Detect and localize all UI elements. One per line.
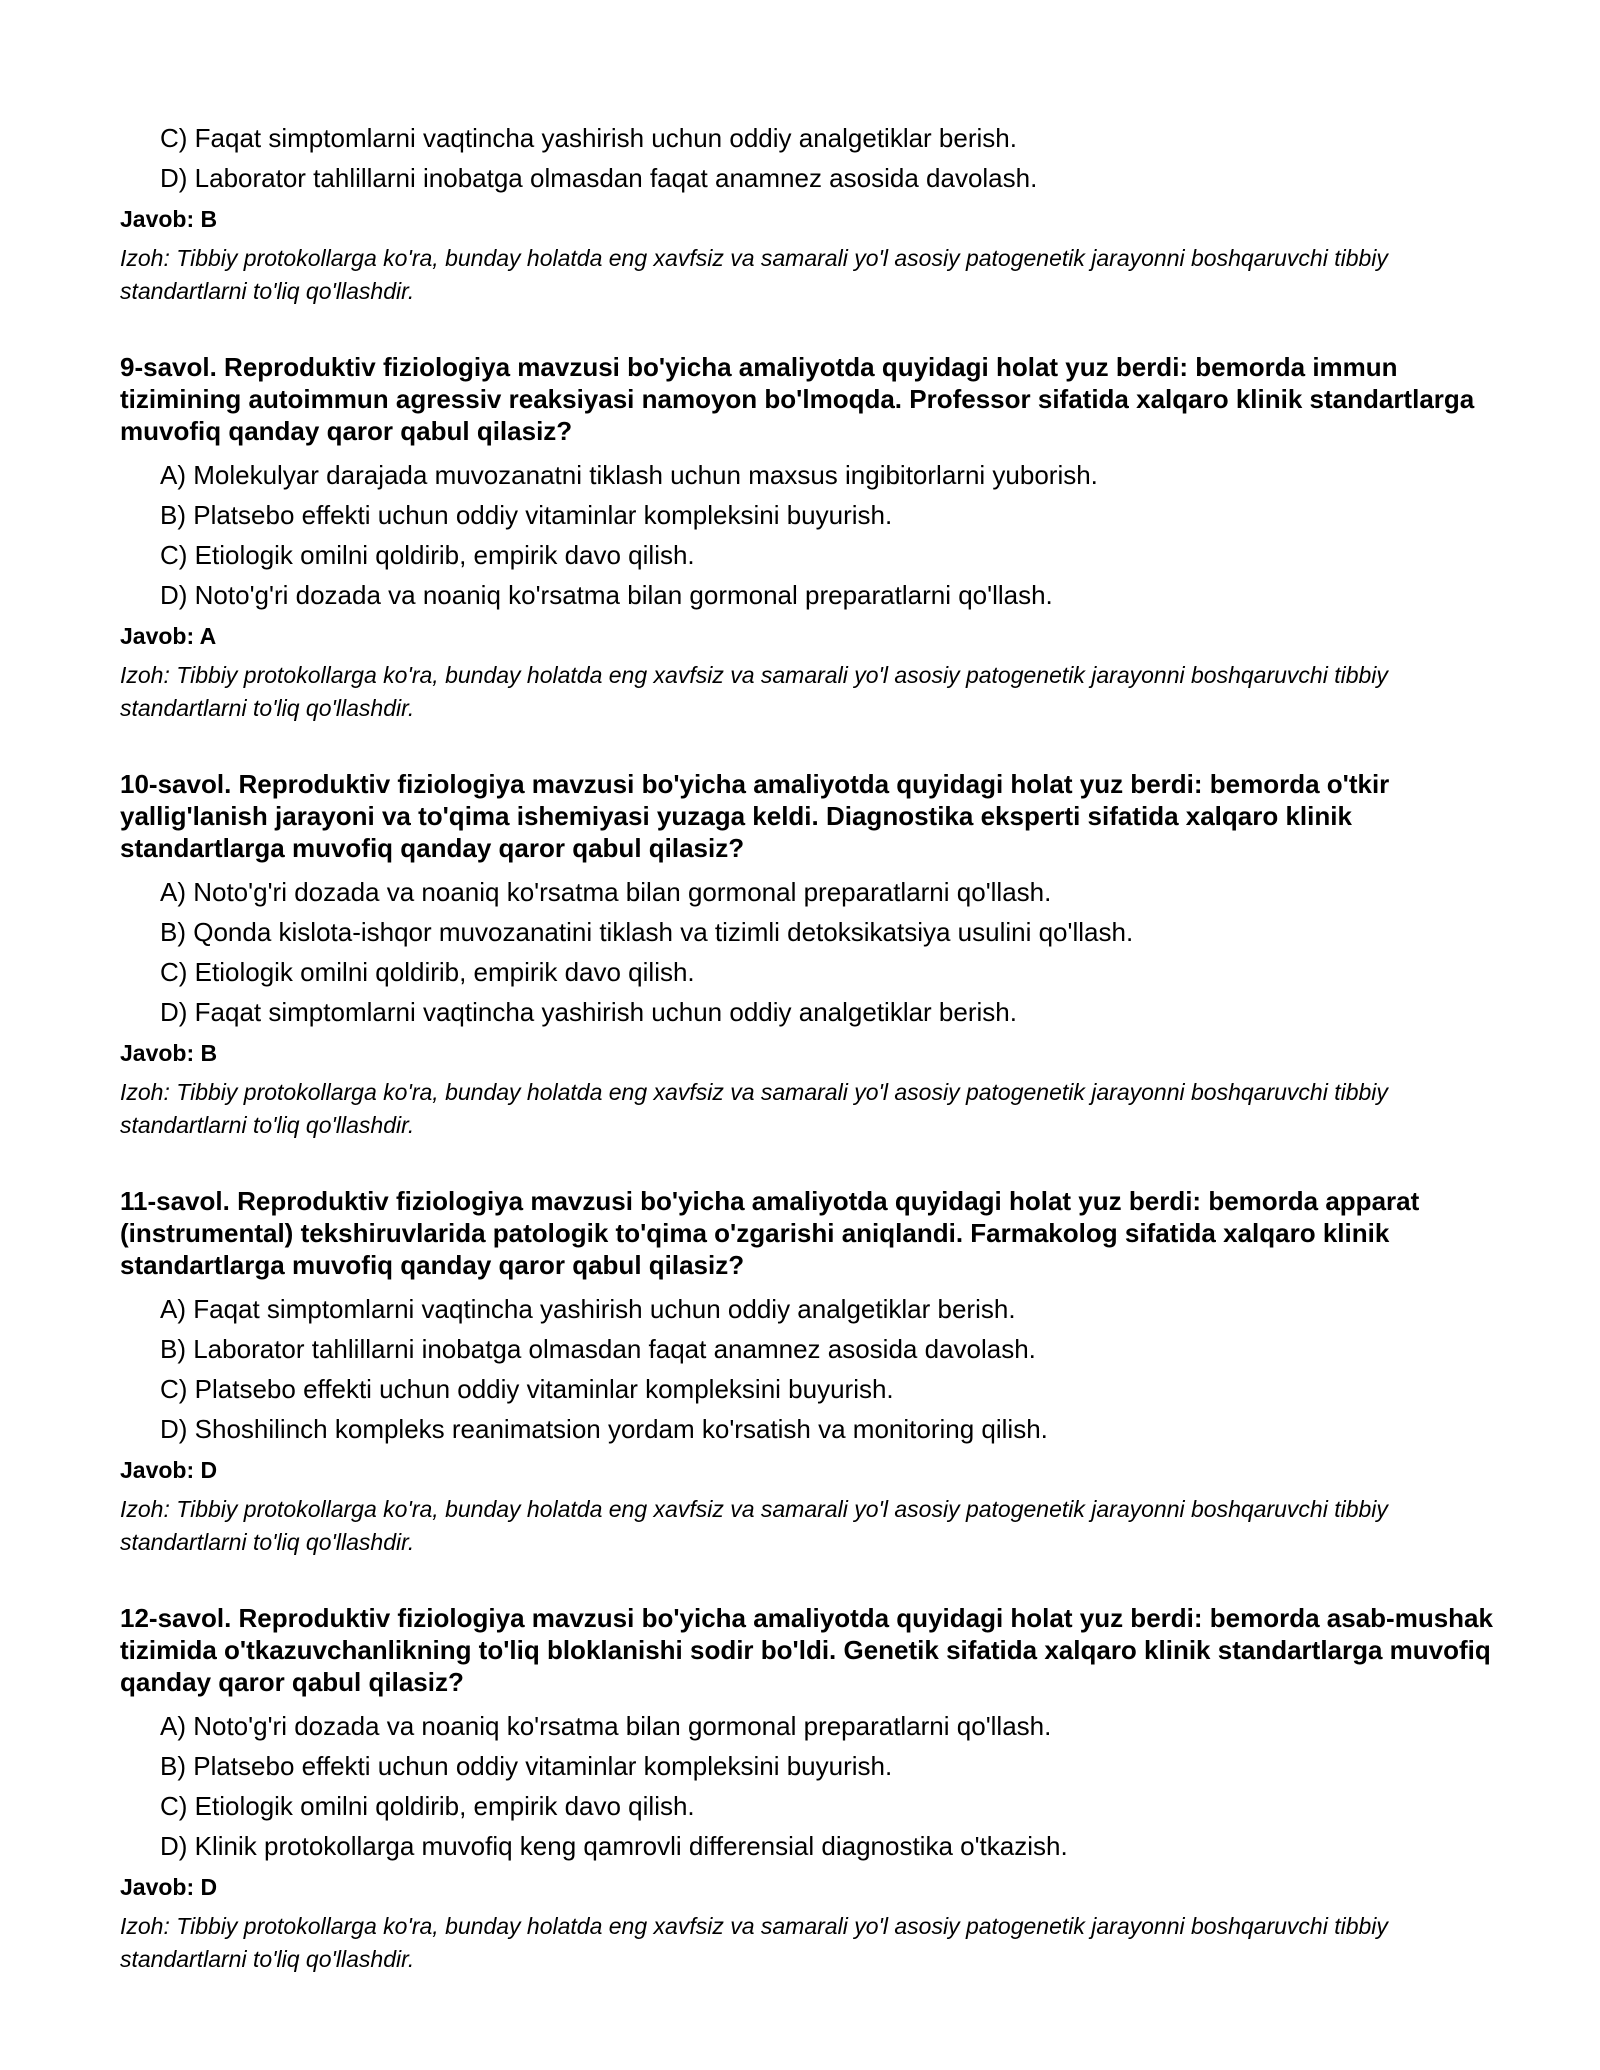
question-10 (120, 768, 1500, 1142)
question-8-continuation (120, 118, 1500, 308)
option-b: B) Platsebo effekti uchun oddiy vitaminlar kompleksini buyurish. (160, 500, 893, 530)
option-c: C) Etiologik omilni qoldirib, empirik davo qilish. (160, 540, 695, 570)
explanation-note: Izoh: Tibbiy protokollarga ko'ra, bunday holatda eng xavfsiz va samarali yo'l asosiy patogenetik jarayonni boshqaruvchi tibbiy standartlarni to'liq qo'llashdir. (120, 245, 1388, 304)
option-b: B) Qonda kislota-ishqor muvozanatini tiklash va tizimli detoksikatsiya usulini qo'llash. (160, 917, 1134, 947)
option-d: D) Faqat simptomlarni vaqtincha yashirish uchun oddiy analgetiklar berish. (160, 997, 1017, 1027)
question-text: 9-savol. Reproduktiv fiziologiya mavzusi bo'yicha amaliyotda quyidagi holat yuz berdi: bemorda immun tizimining autoimmun agressiv reaksiyasi namoyon bo'lmoqda. Professor sifatida xalqaro klinik standartlarga muvofiq qanday qaror qabul qilasiz? (120, 352, 1475, 446)
document-page (120, 118, 1500, 1976)
option-a: A) Noto'g'ri dozada va noaniq ko'rsatma bilan gormonal preparatlarni qo'llash. (160, 877, 1052, 907)
option-d: D) Shoshilinch kompleks reanimatsion yordam ko'rsatish va monitoring qilish. (160, 1414, 1048, 1444)
option-c: C) Faqat simptomlarni vaqtincha yashirish uchun oddiy analgetiklar berish. (160, 123, 1017, 153)
answer-label: Javob: D (120, 1457, 218, 1483)
answer-label: Javob: A (120, 623, 217, 649)
answer-label: Javob: B (120, 206, 218, 232)
option-d: D) Laborator tahlillarni inobatga olmasdan faqat anamnez asosida davolash. (160, 163, 1038, 193)
option-c: C) Platsebo effekti uchun oddiy vitaminlar kompleksini buyurish. (160, 1374, 894, 1404)
option-a: A) Noto'g'ri dozada va noaniq ko'rsatma bilan gormonal preparatlarni qo'llash. (160, 1711, 1052, 1741)
option-b: B) Laborator tahlillarni inobatga olmasdan faqat anamnez asosida davolash. (160, 1334, 1036, 1364)
question-text: 11-savol. Reproduktiv fiziologiya mavzusi bo'yicha amaliyotda quyidagi holat yuz berdi: bemorda apparat (instrumental) tekshiruvlarida patologik to'qima o'zgarishi aniqlandi. Farmakolog sifatida xalqaro klinik standartlarga muvofiq qanday qaror qabul qilasiz? (120, 1186, 1420, 1280)
explanation-note: Izoh: Tibbiy protokollarga ko'ra, bunday holatda eng xavfsiz va samarali yo'l asosiy patogenetik jarayonni boshqaruvchi tibbiy standartlarni to'liq qo'llashdir. (120, 1496, 1388, 1555)
question-11 (120, 1185, 1500, 1559)
question-9 (120, 351, 1500, 725)
option-a: A) Faqat simptomlarni vaqtincha yashirish uchun oddiy analgetiklar berish. (160, 1294, 1016, 1324)
explanation-note: Izoh: Tibbiy protokollarga ko'ra, bunday holatda eng xavfsiz va samarali yo'l asosiy patogenetik jarayonni boshqaruvchi tibbiy standartlarni to'liq qo'llashdir. (120, 1079, 1388, 1138)
answer-label: Javob: B (120, 1040, 218, 1066)
option-a: A) Molekulyar darajada muvozanatni tiklash uchun maxsus ingibitorlarni yuborish. (160, 460, 1098, 490)
option-d: D) Noto'g'ri dozada va noaniq ko'rsatma bilan gormonal preparatlarni qo'llash. (160, 580, 1053, 610)
option-d: D) Klinik protokollarga muvofiq keng qamrovli differensial diagnostika o'tkazish. (160, 1831, 1068, 1861)
question-12 (120, 1602, 1500, 1976)
option-c: C) Etiologik omilni qoldirib, empirik davo qilish. (160, 957, 695, 987)
question-text: 10-savol. Reproduktiv fiziologiya mavzusi bo'yicha amaliyotda quyidagi holat yuz berdi: bemorda o'tkir yallig'lanish jarayoni va to'qima ishemiyasi yuzaga keldi. Diagnostika eksperti sifatida xalqaro klinik standartlarga muvofiq qanday qaror qabul qilasiz? (120, 769, 1390, 863)
answer-label: Javob: D (120, 1874, 218, 1900)
option-c: C) Etiologik omilni qoldirib, empirik davo qilish. (160, 1791, 695, 1821)
question-text: 12-savol. Reproduktiv fiziologiya mavzusi bo'yicha amaliyotda quyidagi holat yuz berdi: bemorda asab-mushak tizimida o'tkazuvchanlikning to'liq bloklanishi sodir bo'ldi. Genetik sifatida xalqaro klinik standartlarga muvofiq qanday qaror qabul qilasiz? (120, 1603, 1493, 1697)
explanation-note: Izoh: Tibbiy protokollarga ko'ra, bunday holatda eng xavfsiz va samarali yo'l asosiy patogenetik jarayonni boshqaruvchi tibbiy standartlarni to'liq qo'llashdir. (120, 1913, 1388, 1972)
option-b: B) Platsebo effekti uchun oddiy vitaminlar kompleksini buyurish. (160, 1751, 893, 1781)
explanation-note: Izoh: Tibbiy protokollarga ko'ra, bunday holatda eng xavfsiz va samarali yo'l asosiy patogenetik jarayonni boshqaruvchi tibbiy standartlarni to'liq qo'llashdir. (120, 662, 1388, 721)
